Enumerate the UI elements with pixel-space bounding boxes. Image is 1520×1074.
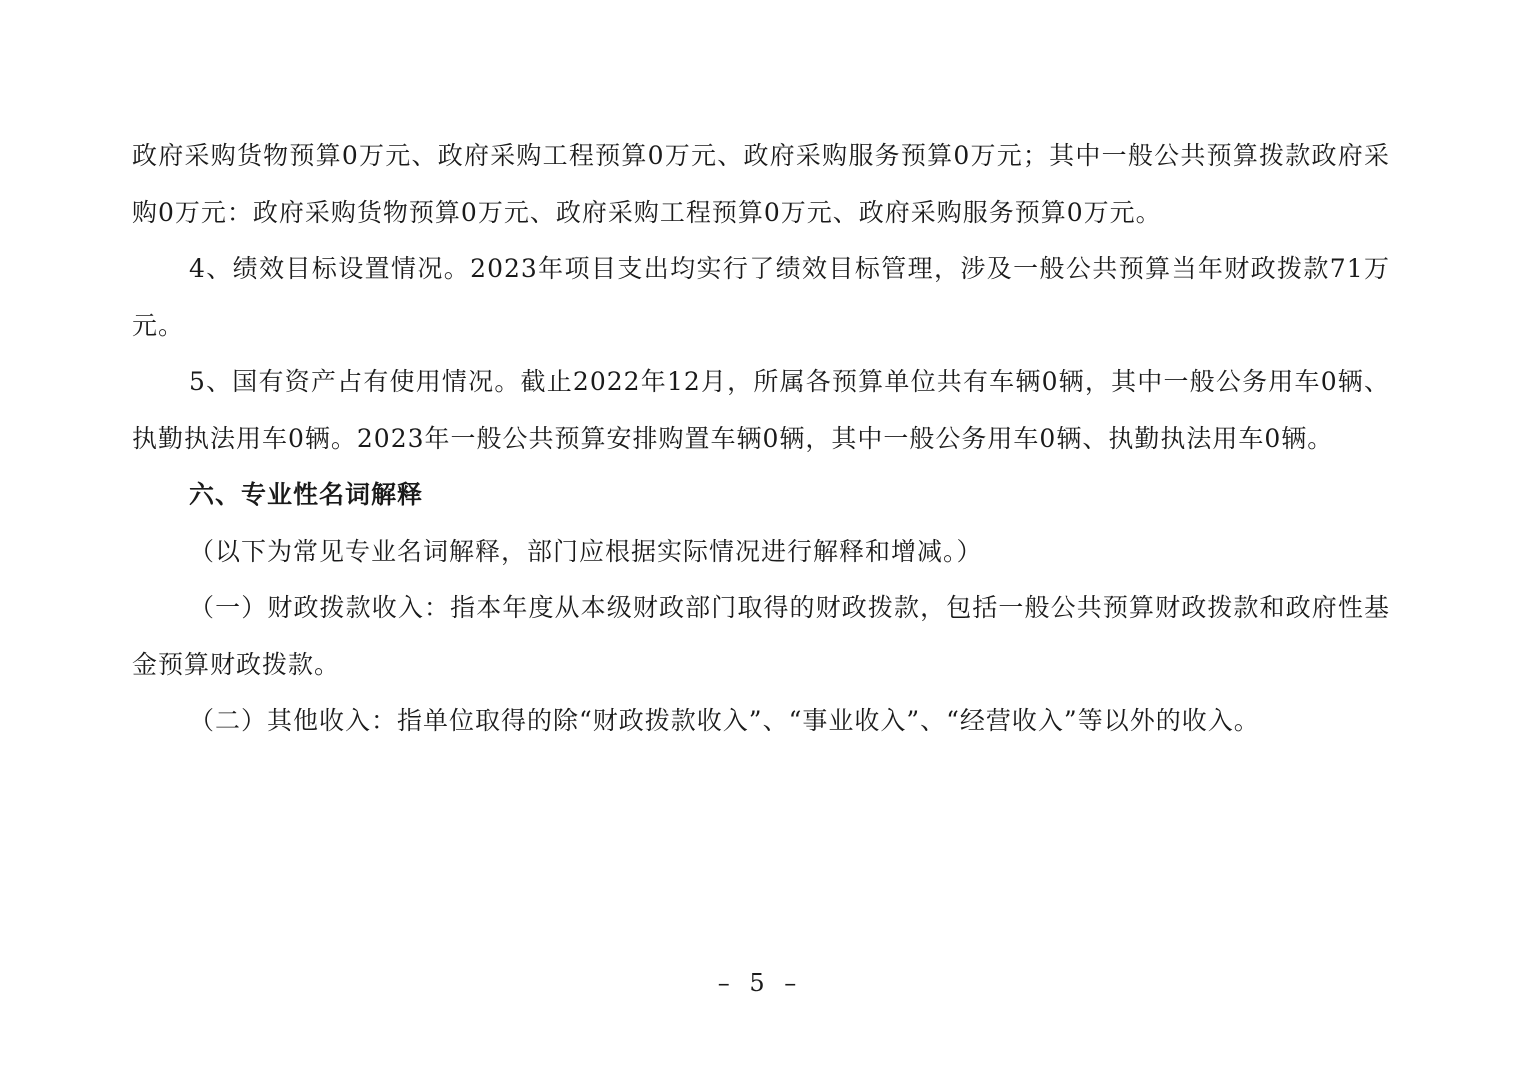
paragraph-fiscal-appropriation-income: （一）财政拨款收入：指本年度从本级财政部门取得的财政拨款，包括一般公共预算财政拨款和政府性基金预算财政拨款。 <box>132 593 1390 679</box>
document-body <box>132 128 1390 750</box>
page-number: – 5 – <box>717 969 803 997</box>
section-heading: 六、专业性名词解释 <box>189 480 424 509</box>
paragraph-procurement: 政府采购货物预算0万元、政府采购工程预算0万元、政府采购服务预算0万元；其中一般公共预算拨款政府采购0万元：政府采购货物预算0万元、政府采购工程预算0万元、政府采购服务预算0万元。 <box>132 141 1390 227</box>
paragraph-other-income: （二）其他收入：指单位取得的除“财政拨款收入”、“事业收入”、“经营收入”等以外的收入。 <box>189 706 1260 735</box>
paragraph-state-assets: 5、国有资产占有使用情况。截止2022年12月，所属各预算单位共有车辆0辆，其中一般公务用车0辆、执勤执法用车0辆。2023年一般公共预算安排购置车辆0辆，其中一般公务用车0辆、执勤执法用车0辆。 <box>132 367 1390 453</box>
paragraph-note: （以下为常见专业名词解释，部门应根据实际情况进行解释和增减。） <box>189 536 983 566</box>
paragraph-performance-targets: 4、绩效目标设置情况。2023年项目支出均实行了绩效目标管理，涉及一般公共预算当年财政拨款71万元。 <box>132 254 1390 340</box>
